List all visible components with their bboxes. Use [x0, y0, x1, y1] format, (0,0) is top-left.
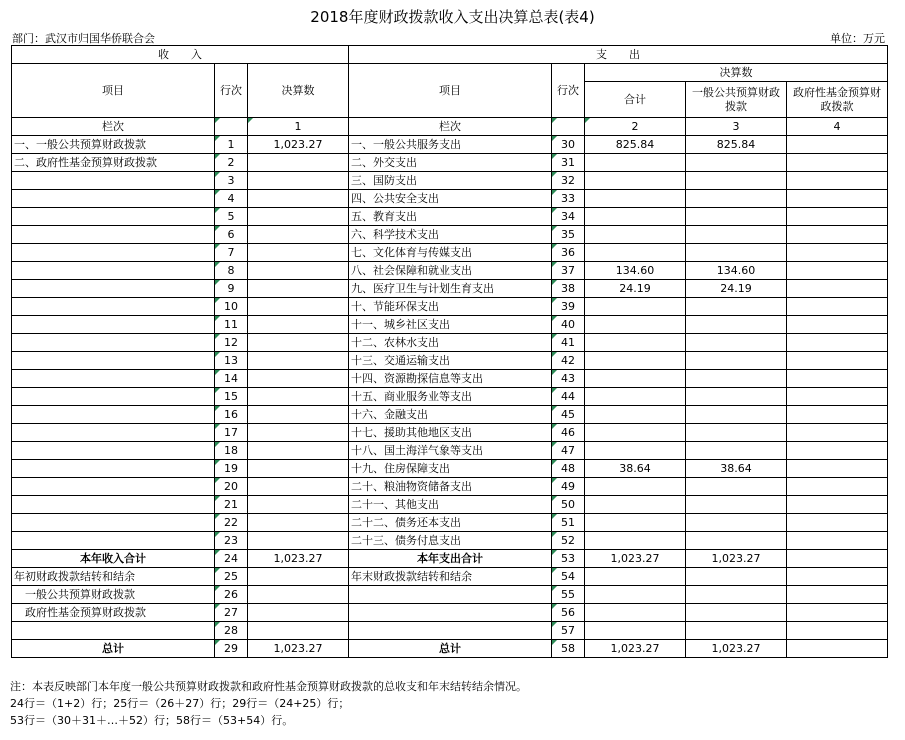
expense-rownum-cell: 31 [552, 154, 585, 172]
income-amount-cell [248, 208, 349, 226]
expense-item-cell: 十九、住房保障支出 [349, 460, 552, 478]
table-row [12, 568, 888, 586]
income-item-cell [12, 280, 215, 298]
footnote-line: 53行＝（30＋31＋…＋52）行；58行＝（53+54）行。 [10, 714, 294, 727]
income-rownum-cell: 21 [215, 496, 248, 514]
income-item-cell [12, 532, 215, 550]
expense-general-cell: 825.84 [686, 136, 787, 154]
expense-rownum-cell: 47 [552, 442, 585, 460]
expense-total-cell [585, 352, 686, 370]
income-item-cell [12, 262, 215, 280]
income-amount-cell [248, 568, 349, 586]
table-row [12, 406, 888, 424]
income-item-cell [12, 172, 215, 190]
expense-rownum-cell: 55 [552, 586, 585, 604]
expense-rownum-cell: 50 [552, 496, 585, 514]
expense-rownum-cell: 58 [552, 640, 585, 658]
expense-total-cell [585, 208, 686, 226]
table-row [12, 514, 888, 532]
income-item-cell: 二、政府性基金预算财政拨款 [12, 154, 215, 172]
department-label: 部门：武汉市归国华侨联合会 [12, 32, 155, 45]
total-header: 合计 [585, 82, 686, 118]
income-item-cell [12, 334, 215, 352]
income-item-cell: 一、一般公共预算财政拨款 [12, 136, 215, 154]
expense-general-cell [686, 190, 787, 208]
expense-total-cell [585, 190, 686, 208]
expense-rownum-cell: 49 [552, 478, 585, 496]
expense-general-cell [686, 172, 787, 190]
expense-fund-cell [787, 550, 888, 568]
colnum-2: 2 [585, 118, 686, 136]
table-row [12, 280, 888, 298]
table-row [12, 388, 888, 406]
income-rownum-cell: 19 [215, 460, 248, 478]
income-rownum-cell: 23 [215, 532, 248, 550]
expense-total-cell [585, 442, 686, 460]
expense-fund-cell [787, 208, 888, 226]
income-rownum-cell: 1 [215, 136, 248, 154]
table-row [12, 136, 888, 154]
income-item-cell [12, 622, 215, 640]
income-amount-cell [248, 532, 349, 550]
income-item-cell [12, 442, 215, 460]
income-amount-cell [248, 442, 349, 460]
expense-total-cell: 38.64 [585, 460, 686, 478]
table-row [12, 550, 888, 568]
expense-fund-cell [787, 280, 888, 298]
expense-fund-cell [787, 442, 888, 460]
expense-total-cell [585, 532, 686, 550]
expense-fund-cell [787, 388, 888, 406]
income-rownum-cell: 5 [215, 208, 248, 226]
expense-rownum-cell: 34 [552, 208, 585, 226]
expense-general-cell [686, 352, 787, 370]
expense-item-cell: 十一、城乡社区支出 [349, 316, 552, 334]
expense-general-cell [686, 622, 787, 640]
expense-rownum-cell: 56 [552, 604, 585, 622]
expense-general-cell: 24.19 [686, 280, 787, 298]
income-rownum-cell: 7 [215, 244, 248, 262]
expense-general-cell [686, 586, 787, 604]
income-amount-cell [248, 622, 349, 640]
income-rownum-cell: 22 [215, 514, 248, 532]
table-row [12, 478, 888, 496]
expense-item-cell: 十三、交通运输支出 [349, 352, 552, 370]
income-item-cell [12, 406, 215, 424]
income-item-header: 项目 [12, 64, 215, 118]
expense-general-cell: 134.60 [686, 262, 787, 280]
expense-rownum-cell: 41 [552, 334, 585, 352]
expense-item-cell: 本年支出合计 [349, 550, 552, 568]
expense-total-cell [585, 586, 686, 604]
income-item-cell [12, 226, 215, 244]
expense-general-cell [686, 154, 787, 172]
expense-rownum-cell: 46 [552, 424, 585, 442]
income-rownum-cell: 17 [215, 424, 248, 442]
income-item-cell [12, 478, 215, 496]
expense-rownum-cell: 54 [552, 568, 585, 586]
income-item-cell [12, 460, 215, 478]
expense-total-cell [585, 388, 686, 406]
expense-item-cell: 一、一般公共服务支出 [349, 136, 552, 154]
table-row [12, 226, 888, 244]
expense-total-cell: 134.60 [585, 262, 686, 280]
expense-fund-cell [787, 406, 888, 424]
table-row [12, 298, 888, 316]
table-row [12, 442, 888, 460]
expense-item-cell: 四、公共安全支出 [349, 190, 552, 208]
expense-fund-cell [787, 586, 888, 604]
expense-fund-cell [787, 226, 888, 244]
expense-general-cell [686, 298, 787, 316]
income-rownum-cell: 11 [215, 316, 248, 334]
income-item-cell: 政府性基金预算财政拨款 [12, 604, 215, 622]
expense-fund-cell [787, 352, 888, 370]
footnotes [10, 678, 527, 729]
expense-fund-cell [787, 316, 888, 334]
expense-total-cell [585, 496, 686, 514]
expense-rownum-cell: 38 [552, 280, 585, 298]
expense-general-cell [686, 514, 787, 532]
expense-total-cell [585, 172, 686, 190]
expense-rownum-cell: 51 [552, 514, 585, 532]
expense-item-cell: 年末财政拨款结转和结余 [349, 568, 552, 586]
expense-total-cell [585, 244, 686, 262]
colnum-3: 3 [686, 118, 787, 136]
table-row [12, 640, 888, 658]
expense-total-cell: 1,023.27 [585, 550, 686, 568]
expense-item-cell: 二十二、债务还本支出 [349, 514, 552, 532]
expense-general-cell [686, 478, 787, 496]
income-amount-cell [248, 154, 349, 172]
expense-total-cell [585, 226, 686, 244]
expense-item-cell: 十四、资源勘探信息等支出 [349, 370, 552, 388]
expense-rownum-cell: 30 [552, 136, 585, 154]
expense-general-cell: 38.64 [686, 460, 787, 478]
expense-general-cell [686, 208, 787, 226]
expense-item-cell: 十、节能环保支出 [349, 298, 552, 316]
expense-fund-cell [787, 154, 888, 172]
expense-total-cell [585, 622, 686, 640]
table-row [12, 316, 888, 334]
income-rownum-cell: 3 [215, 172, 248, 190]
income-amount-cell: 1,023.27 [248, 640, 349, 658]
colnum-empty [215, 118, 248, 136]
expense-item-cell [349, 586, 552, 604]
table-row [12, 244, 888, 262]
income-item-cell [12, 370, 215, 388]
expense-total-cell: 825.84 [585, 136, 686, 154]
expense-item-cell: 十六、金融支出 [349, 406, 552, 424]
expense-fund-cell [787, 244, 888, 262]
income-item-cell [12, 424, 215, 442]
income-amount-cell [248, 298, 349, 316]
expense-amount-group-header: 决算数 [585, 64, 888, 82]
expense-total-cell: 24.19 [585, 280, 686, 298]
income-rownum-cell: 13 [215, 352, 248, 370]
expense-fund-cell [787, 370, 888, 388]
expense-rownum-cell: 53 [552, 550, 585, 568]
table-row [12, 172, 888, 190]
income-amount-cell [248, 316, 349, 334]
table-row [12, 532, 888, 550]
table-row [12, 370, 888, 388]
income-amount-cell [248, 190, 349, 208]
expense-total-cell: 1,023.27 [585, 640, 686, 658]
expense-rownum-cell: 52 [552, 532, 585, 550]
income-item-cell: 总计 [12, 640, 215, 658]
expense-rownum-cell: 37 [552, 262, 585, 280]
expense-fund-cell [787, 478, 888, 496]
expense-item-cell: 二、外交支出 [349, 154, 552, 172]
expense-item-cell: 二十一、其他支出 [349, 496, 552, 514]
income-rownum-cell: 14 [215, 370, 248, 388]
expense-fund-cell [787, 514, 888, 532]
income-item-cell [12, 208, 215, 226]
income-rownum-cell: 24 [215, 550, 248, 568]
expense-rownum-cell: 45 [552, 406, 585, 424]
expense-rownum-cell: 39 [552, 298, 585, 316]
colnum-empty [552, 118, 585, 136]
colnum-label-right: 栏次 [349, 118, 552, 136]
income-rownum-cell: 26 [215, 586, 248, 604]
income-rownum-cell: 16 [215, 406, 248, 424]
table-row [12, 208, 888, 226]
expense-rownum-cell: 32 [552, 172, 585, 190]
income-item-cell [12, 298, 215, 316]
expense-total-cell [585, 568, 686, 586]
expense-fund-cell [787, 622, 888, 640]
expense-item-cell: 七、文化体育与传媒支出 [349, 244, 552, 262]
expense-fund-cell [787, 640, 888, 658]
expense-general-cell [686, 406, 787, 424]
expense-general-cell [686, 496, 787, 514]
budget-table [11, 45, 888, 658]
income-amount-cell [248, 226, 349, 244]
table-row [12, 424, 888, 442]
expense-rownum-cell: 44 [552, 388, 585, 406]
income-rownum-cell: 9 [215, 280, 248, 298]
expense-total-cell [585, 478, 686, 496]
expense-rownum-header: 行次 [552, 64, 585, 118]
expense-item-cell: 八、社会保障和就业支出 [349, 262, 552, 280]
footnote-line: 注：本表反映部门本年度一般公共预算财政拨款和政府性基金预算财政拨款的总收支和年末结转结余情况。 [10, 680, 527, 693]
income-amount-cell [248, 514, 349, 532]
expense-general-cell [686, 316, 787, 334]
income-item-cell [12, 316, 215, 334]
income-header: 收 入 [12, 46, 349, 64]
income-item-cell [12, 244, 215, 262]
table-row [12, 262, 888, 280]
table-row [12, 622, 888, 640]
expense-fund-cell [787, 190, 888, 208]
expense-fund-cell [787, 136, 888, 154]
expense-item-cell: 十五、商业服务业等支出 [349, 388, 552, 406]
expense-item-header: 项目 [349, 64, 552, 118]
expense-fund-cell [787, 460, 888, 478]
expense-fund-cell [787, 496, 888, 514]
income-amount-cell [248, 172, 349, 190]
expense-item-cell [349, 622, 552, 640]
expense-item-cell: 二十、粮油物资储备支出 [349, 478, 552, 496]
colnum-1: 1 [248, 118, 349, 136]
expense-general-cell [686, 568, 787, 586]
table-row [12, 496, 888, 514]
income-rownum-header: 行次 [215, 64, 248, 118]
report-title: 2018年度财政拨款收入支出决算总表(表4) [310, 8, 595, 26]
expense-rownum-cell: 57 [552, 622, 585, 640]
expense-rownum-cell: 35 [552, 226, 585, 244]
expense-rownum-cell: 43 [552, 370, 585, 388]
expense-total-cell [585, 154, 686, 172]
expense-item-cell: 五、教育支出 [349, 208, 552, 226]
expense-rownum-cell: 33 [552, 190, 585, 208]
income-item-cell [12, 388, 215, 406]
expense-fund-cell [787, 532, 888, 550]
income-amount-cell: 1,023.27 [248, 136, 349, 154]
income-rownum-cell: 2 [215, 154, 248, 172]
unit-label: 单位：万元 [830, 32, 885, 45]
general-budget-header: 一般公共预算财政拨款 [686, 82, 787, 118]
expense-fund-cell [787, 298, 888, 316]
expense-general-cell [686, 334, 787, 352]
table-row [12, 604, 888, 622]
income-amount-cell [248, 370, 349, 388]
expense-general-cell [686, 442, 787, 460]
expense-general-cell [686, 532, 787, 550]
income-rownum-cell: 6 [215, 226, 248, 244]
expense-general-cell [686, 370, 787, 388]
expense-item-cell: 十八、国土海洋气象等支出 [349, 442, 552, 460]
colnum-4: 4 [787, 118, 888, 136]
income-rownum-cell: 28 [215, 622, 248, 640]
expense-fund-cell [787, 604, 888, 622]
expense-item-cell: 三、国防支出 [349, 172, 552, 190]
income-rownum-cell: 27 [215, 604, 248, 622]
income-amount-cell [248, 460, 349, 478]
table-row [12, 334, 888, 352]
income-item-cell [12, 514, 215, 532]
expense-fund-cell [787, 334, 888, 352]
expense-item-cell: 六、科学技术支出 [349, 226, 552, 244]
income-amount-cell [248, 586, 349, 604]
income-amount-cell [248, 406, 349, 424]
income-rownum-cell: 29 [215, 640, 248, 658]
table-row [12, 460, 888, 478]
expense-item-cell: 十二、农林水支出 [349, 334, 552, 352]
income-amount-cell [248, 424, 349, 442]
table-row [12, 190, 888, 208]
footnote-line: 24行＝（1+2）行；25行＝（26＋27）行；29行＝（24+25）行； [10, 697, 350, 710]
income-item-cell [12, 352, 215, 370]
expense-item-cell: 二十三、债务付息支出 [349, 532, 552, 550]
expense-fund-cell [787, 172, 888, 190]
income-amount-cell [248, 604, 349, 622]
income-amount-cell [248, 478, 349, 496]
expense-rownum-cell: 48 [552, 460, 585, 478]
expense-total-cell [585, 334, 686, 352]
expense-general-cell [686, 388, 787, 406]
income-item-cell [12, 190, 215, 208]
expense-general-cell: 1,023.27 [686, 640, 787, 658]
expense-fund-cell [787, 568, 888, 586]
income-amount-cell: 1,023.27 [248, 550, 349, 568]
income-amount-header: 决算数 [248, 64, 349, 118]
expense-general-cell [686, 226, 787, 244]
expense-total-cell [585, 604, 686, 622]
income-item-cell: 本年收入合计 [12, 550, 215, 568]
expense-fund-cell [787, 262, 888, 280]
income-amount-cell [248, 244, 349, 262]
expense-item-cell: 十七、援助其他地区支出 [349, 424, 552, 442]
expense-general-cell [686, 244, 787, 262]
income-amount-cell [248, 388, 349, 406]
expense-general-cell [686, 604, 787, 622]
colnum-label-left: 栏次 [12, 118, 215, 136]
income-rownum-cell: 8 [215, 262, 248, 280]
income-rownum-cell: 20 [215, 478, 248, 496]
expense-item-cell [349, 604, 552, 622]
expense-item-cell: 总计 [349, 640, 552, 658]
expense-general-cell: 1,023.27 [686, 550, 787, 568]
income-item-cell: 一般公共预算财政拨款 [12, 586, 215, 604]
expense-rownum-cell: 40 [552, 316, 585, 334]
expense-general-cell [686, 424, 787, 442]
expense-rownum-cell: 36 [552, 244, 585, 262]
table-row [12, 154, 888, 172]
expense-total-cell [585, 316, 686, 334]
income-item-cell [12, 496, 215, 514]
expense-total-cell [585, 406, 686, 424]
expense-total-cell [585, 424, 686, 442]
expense-total-cell [585, 514, 686, 532]
income-rownum-cell: 10 [215, 298, 248, 316]
income-amount-cell [248, 352, 349, 370]
income-amount-cell [248, 496, 349, 514]
expense-total-cell [585, 298, 686, 316]
expense-total-cell [585, 370, 686, 388]
expense-header: 支 出 [349, 46, 888, 64]
income-rownum-cell: 12 [215, 334, 248, 352]
income-rownum-cell: 15 [215, 388, 248, 406]
expense-item-cell: 九、医疗卫生与计划生育支出 [349, 280, 552, 298]
expense-rownum-cell: 42 [552, 352, 585, 370]
income-rownum-cell: 18 [215, 442, 248, 460]
expense-fund-cell [787, 424, 888, 442]
income-amount-cell [248, 262, 349, 280]
income-rownum-cell: 25 [215, 568, 248, 586]
table-row [12, 586, 888, 604]
income-rownum-cell: 4 [215, 190, 248, 208]
income-item-cell: 年初财政拨款结转和结余 [12, 568, 215, 586]
income-amount-cell [248, 334, 349, 352]
fund-budget-header: 政府性基金预算财政拨款 [787, 82, 888, 118]
income-amount-cell [248, 280, 349, 298]
table-row [12, 352, 888, 370]
